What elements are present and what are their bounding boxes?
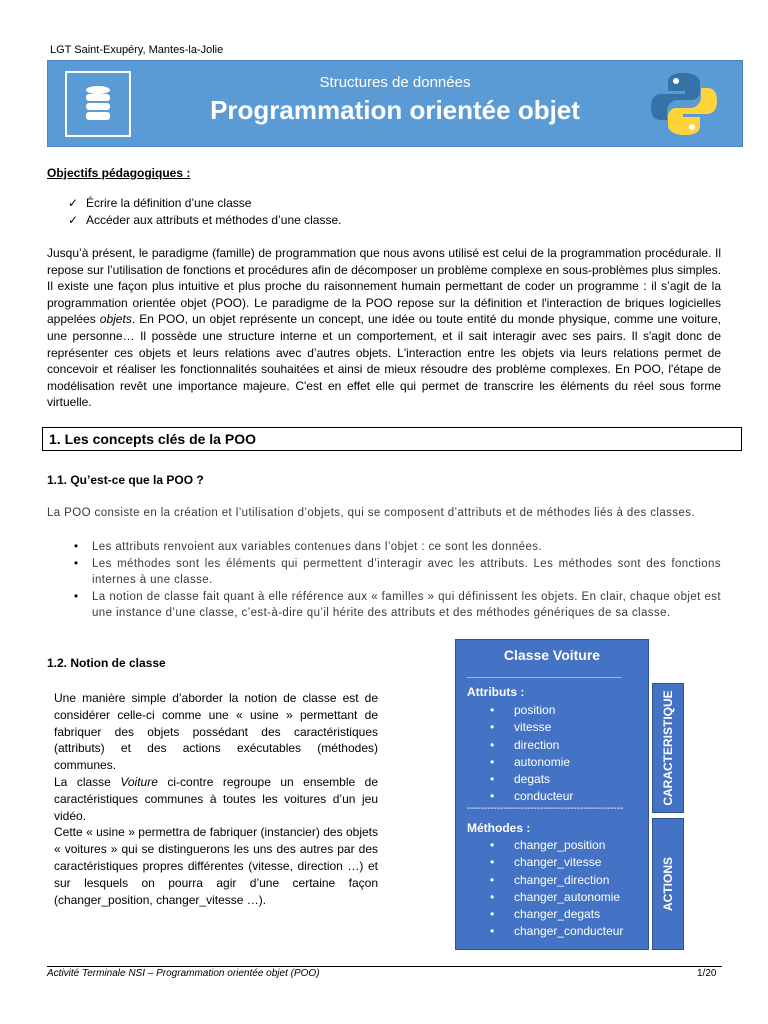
poo-paragraph: La POO consiste en la création et l’utilisation d’objets, qui se composent d’attributs et de méthodes liés à des classes. [47,507,695,519]
bullet-icon: • [490,872,495,887]
actions-label-box [652,818,684,950]
list-item: • changer_degats [490,906,623,923]
title-banner [47,60,743,147]
list-item: • position [490,702,573,719]
list-item: ✓ Accéder aux attributs et méthodes d’une classe. [68,213,342,227]
list-item: • changer_vitesse [490,854,623,871]
python-logo-icon [648,69,720,144]
caracteristique-label: CARACTERISTIQUE [661,690,675,806]
bullet-icon: • [490,772,495,787]
bullet-icon: • [490,907,495,922]
bullet-icon: • [490,838,495,852]
bullet-icon: • [490,754,495,769]
class-diagram-box [455,639,649,950]
bullet-icon: • [490,889,495,904]
list-item: • Les méthodes sont les éléments qui permettent d’interagir avec les attributs. Les méthodes sont des fonctions internes à une classe. [74,557,721,587]
bullet-icon: • [74,590,79,603]
section-heading-box [42,427,742,451]
list-item: • direction [490,737,573,754]
page-title: Programmation orientée objet [210,95,580,125]
class-underline: ___________________________ [467,665,621,679]
list-item: • autonomie [490,754,573,771]
bullet-icon: • [490,789,495,804]
section-title: 1. Les concepts clés de la POO [49,431,256,447]
list-item: • Les attributs renvoient aux variables contenues dans l’objet : ce sont les données. [74,539,721,556]
objectives-list [68,195,341,229]
bullet-icon: • [490,855,495,870]
list-item: • conducteur [490,788,573,805]
list-item: • changer_direction [490,872,623,889]
separator: ----------------------------------------------- [467,803,624,814]
bullet-icon: • [74,557,79,570]
checkmark-icon: ✓ [68,213,79,227]
subsection-title: 1.1. Qu’est-ce que la POO ? [47,473,204,487]
poo-bullets [74,539,721,622]
class-paragraph: Une manière simple d’aborder la notion de classe est de considérer celle-ci comme une « usine » permettant de fabriquer des objets possédant des caractéristiques (attributs) et des actions exécutables (méthodes) communes. La classe Voiture ci-contre regroupe un ensemble de caractéristiques communes à toutes les voitures d’un jeu vidéo. Cette « usine » permettra de fabriquer (instancier) des objets « voitures » qui se distinguerons les uns des autres par des caractéristiques propres différentes (vitesse, direction …) et sur lesquels on pourra agir d’une certaine façon (changer_position, changer_vitesse …). [54,691,379,907]
objectives-heading: Objectifs pédagogiques : [47,166,191,180]
footer-title: Activité Terminale NSI – Programmation orientée objet (POO) [47,968,320,979]
bullet-icon: • [490,924,495,939]
bullet-icon: • [74,541,79,553]
class-name: Classe Voiture [503,647,601,663]
footer-divider [47,966,722,967]
intro-paragraph: Jusqu’à présent, le paradigme (famille) de programmation que nous avons utilisé est celui de la programmation procédurale. Il repose sur l’utilisation de fonctions et procédures afin de décomposer un problème complexe en sous-problèmes plus simples. Il existe une façon plus intuitive et plus proche du raisonnement humain permettant de coder un programme : il s’agit de la programmation orientée objet (POO). Le paradigme de la POO repose sur la définition et l'interaction de briques logicielles appelées objets. En POO, un objet représente un concept, une idée ou toute entité du monde physique, comme une voiture, une personne… Il possède une structure interne et un comportement, et il sait interagir avec ses pairs. Il s'agit donc de représenter ces objets et leurs relations avec d’autres objets. L'interaction entre les objets via leurs relations permet de concevoir et réaliser les fonctionnalités souhaitées et ainsi de mieux résoudre des problème complexes. En POO, l'étape de modélisation revêt une importance majeure. C'est en effet elle qui permet de transcrire les éléments du réel sous forme virtuelle. [47,246,721,410]
methods-label: Méthodes : [467,821,531,835]
attributes-list [490,702,573,806]
banner-subtitle: Structures de données [319,74,471,91]
caracteristique-label-box [652,683,684,813]
bullet-icon: • [490,720,495,735]
list-item: • La notion de classe fait quant à elle référence aux « familles » qui définissent les objets. En clair, chaque objet est une instance d’une classe, c’est-à-dire qu’il hérite des attributs et des méthodes génériques de sa classe. [74,590,721,620]
attributes-label: Attributs : [467,685,525,699]
subsection-title: 1.2. Notion de classe [47,656,166,670]
bullet-icon: • [490,737,495,752]
list-item: • changer_conducteur [490,923,623,940]
list-item: • vitesse [490,719,573,736]
bullet-icon: • [490,703,495,717]
methods-list [490,837,623,941]
list-item: • degats [490,771,573,788]
list-item: ✓ Écrire la définition d’une classe [68,196,252,210]
actions-label: ACTIONS [661,857,675,911]
checkmark-icon: ✓ [68,196,79,210]
list-item: • changer_position [490,837,623,854]
page-number: 1/20 [697,968,717,979]
list-item: • changer_autonomie [490,889,623,906]
school-name: LGT Saint-Exupéry, Mantes-la-Jolie [50,44,224,56]
